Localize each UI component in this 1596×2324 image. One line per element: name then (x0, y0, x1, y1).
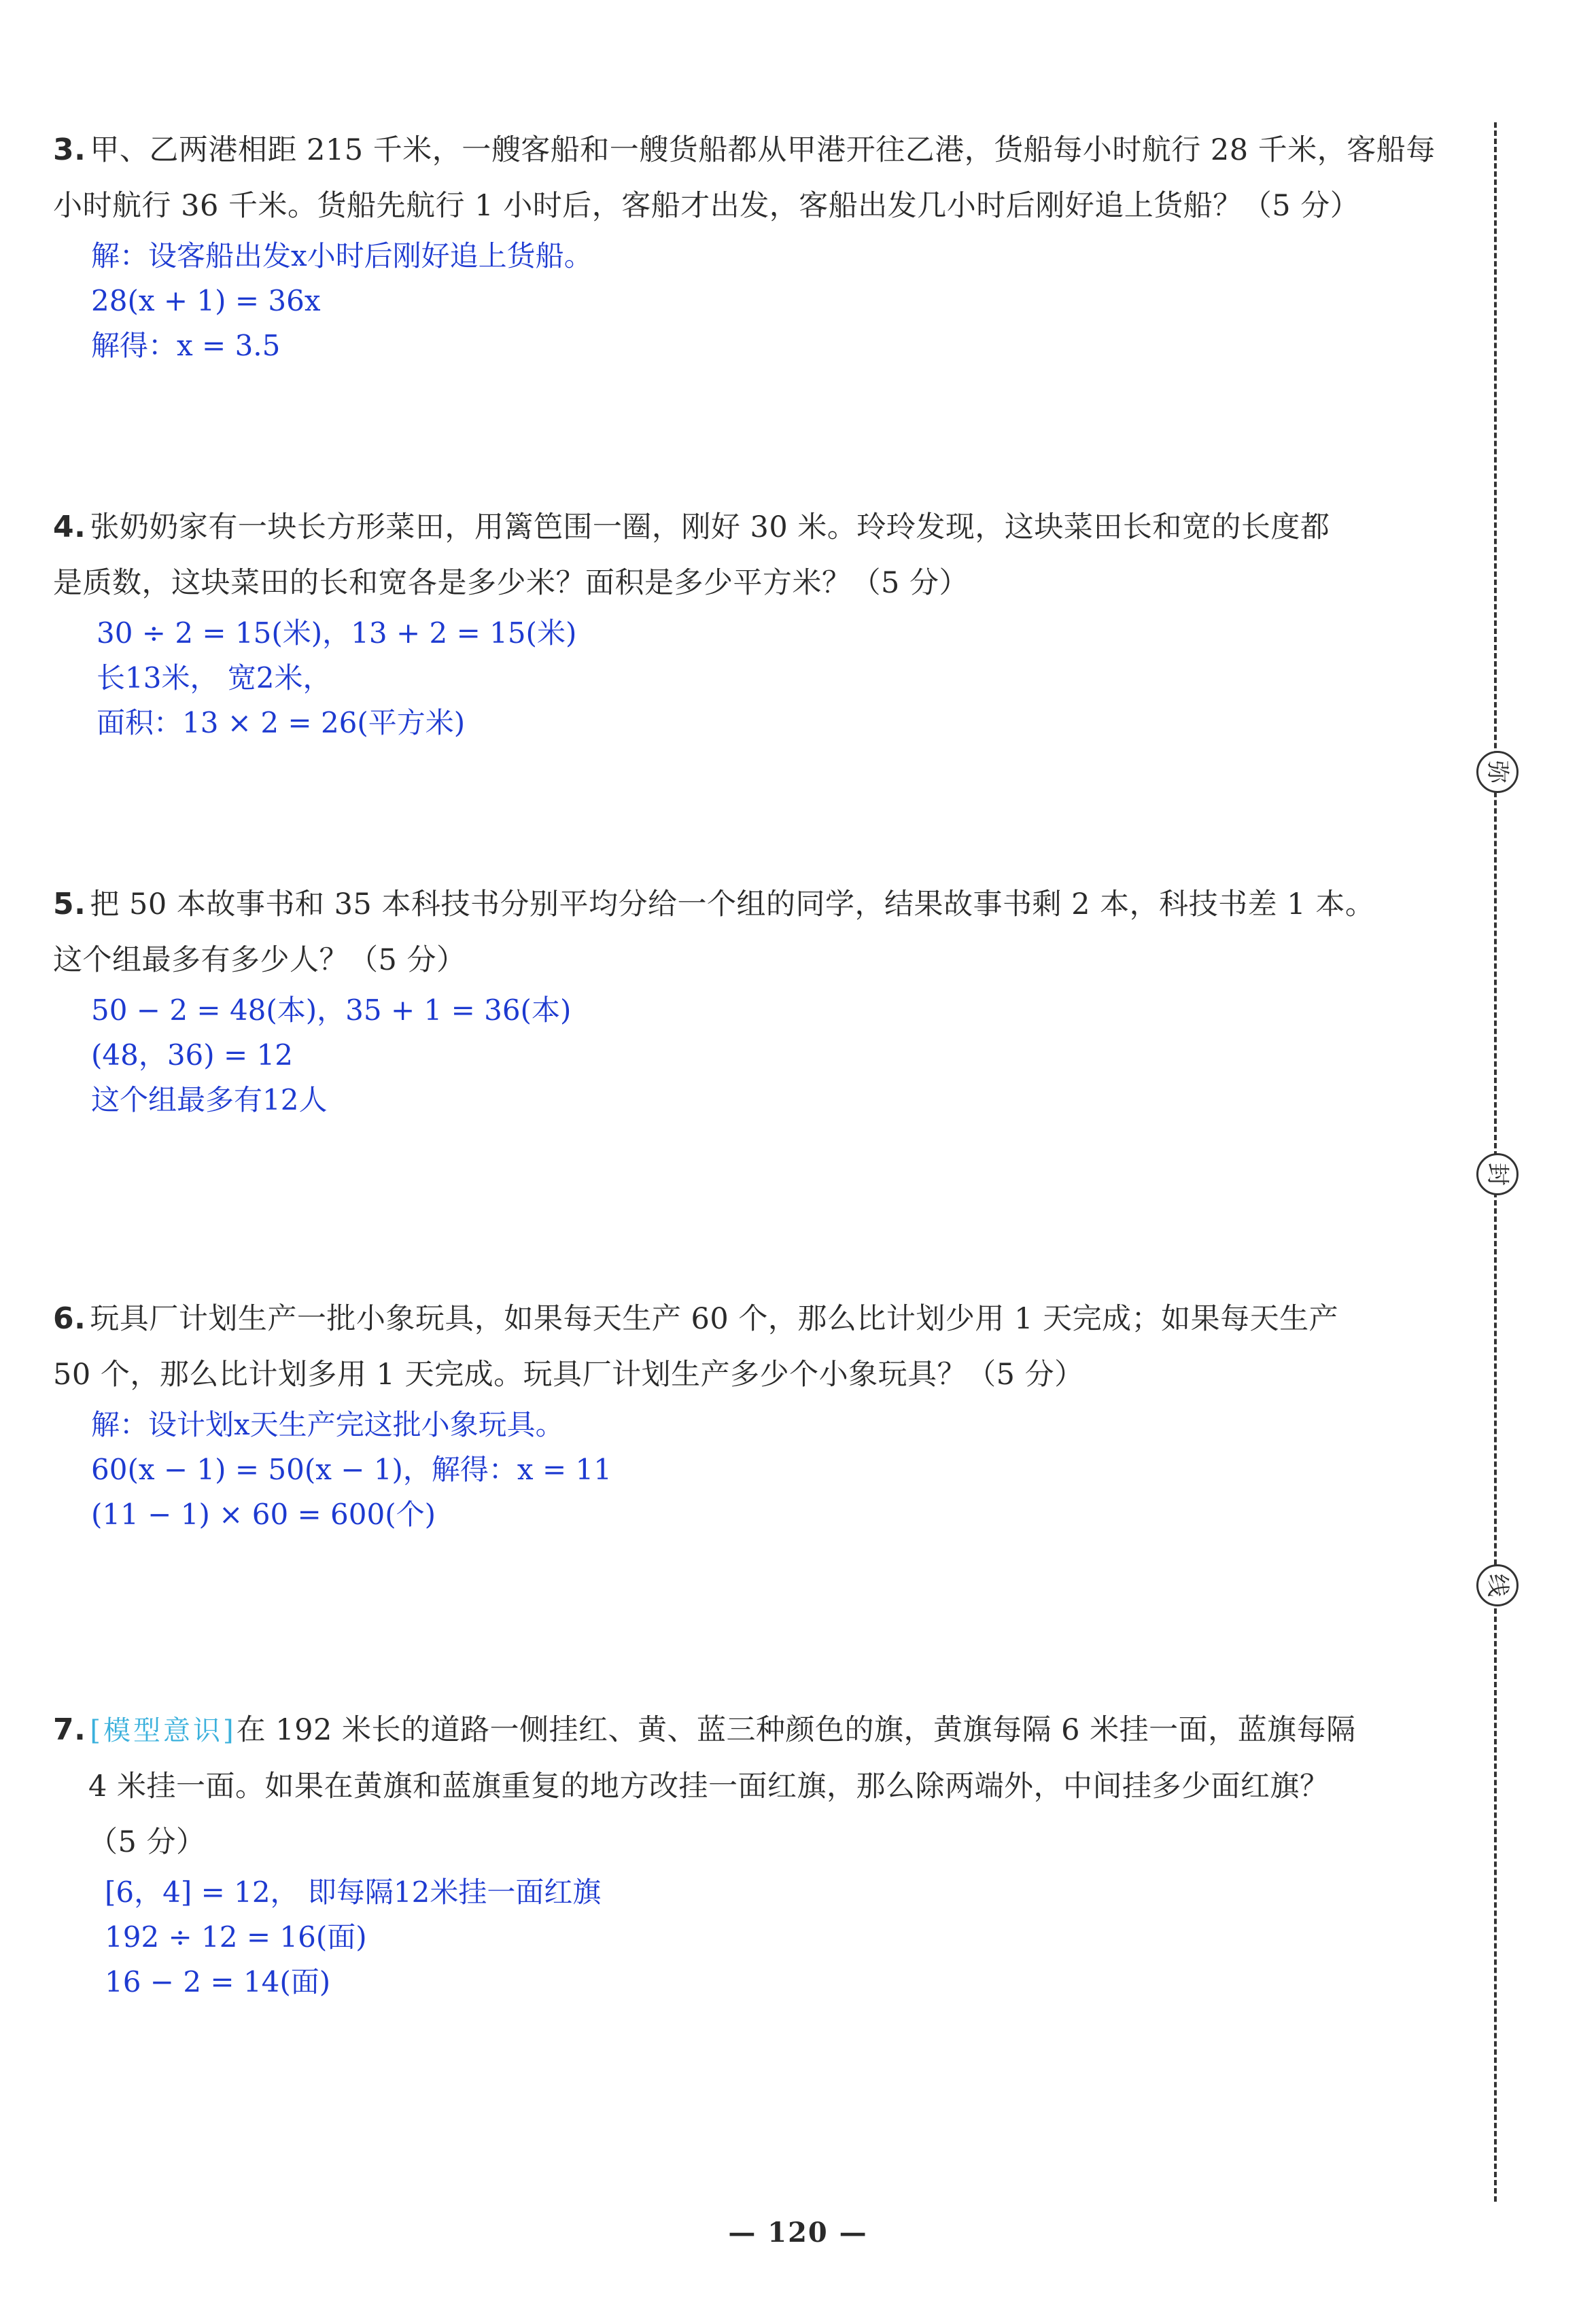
question-line: （5 分） (88, 1825, 206, 1859)
answer-line: 解：设计划x天生产完这批小象玩具。 (91, 1408, 564, 1441)
answer-line: 192 ÷ 12 = 16(面) (105, 1920, 367, 1954)
answer-line: 60(x − 1) = 50(x − 1)，解得：x = 11 (91, 1453, 612, 1486)
answer-line: 长13米， 宽2米， (97, 661, 332, 694)
question-line: 3. 甲、乙两港相距 215 千米，一艘客船和一艘货船都从甲港开往乙港，货船每小时航行 28 千米，客船每 (53, 133, 1436, 167)
answer-line: 30 ÷ 2 = 15(米)，13 + 2 = 15(米) (97, 616, 577, 650)
binding-mark-xian: 线 (1476, 1564, 1519, 1606)
skill-tag: [模型意识] (90, 1715, 237, 1746)
binding-mark-feng: 封 (1476, 1153, 1519, 1195)
answer-line: (48，36) = 12 (91, 1038, 293, 1072)
answer-line: 解得：x = 3.5 (91, 329, 281, 362)
problem-6 (53, 1291, 1487, 1537)
answer-line: 16 − 2 = 14(面) (105, 1965, 331, 1999)
answer-line: [6，4] = 12， 即每隔12米挂一面红旗 (105, 1876, 602, 1909)
problem-number: 3. (53, 133, 86, 167)
question-line: 7. [模型意识]在 192 米长的道路一侧挂红、黄、蓝三种颜色的旗，黄旗每隔 6 米挂一面，蓝旗每隔 (53, 1712, 1356, 1747)
answer-line: 这个组最多有12人 (91, 1083, 328, 1116)
answer-line: 面积：13 × 2 = 26(平方米) (97, 706, 466, 739)
problem-number: 6. (53, 1301, 86, 1336)
answer-line: 50 − 2 = 48(本)，35 + 1 = 36(本) (91, 993, 572, 1027)
question-line: 5. 把 50 本故事书和 35 本科技书分别平均分给一个组的同学，结果故事书剩 2 本，科技书差 1 本。 (53, 887, 1375, 921)
answer-line: 28(x + 1) = 36x (91, 284, 321, 317)
question-line: 小时航行 36 千米。货船先航行 1 小时后，客船才出发，客船出发几小时后刚好追上货船？（5 分） (53, 189, 1360, 223)
answer-line: 解：设客船出发x小时后刚好追上货船。 (91, 239, 593, 272)
question-line: 6. 玩具厂计划生产一批小象玩具，如果每天生产 60 个，那么比计划少用 1 天完成；如果每天生产 (53, 1301, 1339, 1336)
question-line: 4 米挂一面。如果在黄旗和蓝旗重复的地方改挂一面红旗，那么除两端外，中间挂多少面红旗？ (88, 1770, 1330, 1803)
binding-mark-mi: 弥 (1476, 751, 1519, 793)
page-number: — 120 — (728, 2217, 868, 2249)
problem-number: 7. (53, 1712, 86, 1747)
question-line: 是质数，这块菜田的长和宽各是多少米？面积是多少平方米？（5 分） (53, 566, 969, 600)
problem-4 (53, 499, 1487, 745)
problem-7 (53, 1702, 1487, 2005)
problem-5 (53, 877, 1487, 1123)
question-line: 50 个，那么比计划多用 1 天完成。玩具厂计划生产多少个小象玩具？（5 分） (53, 1358, 1084, 1392)
problem-number: 4. (53, 510, 86, 544)
question-line: 4. 张奶奶家有一块长方形菜田，用篱笆围一圈，刚好 30 米。玲玲发现，这块菜田长和宽的长度都 (53, 510, 1330, 544)
question-line: 这个组最多有多少人？（5 分） (53, 943, 466, 977)
problem-3 (53, 122, 1487, 368)
answer-line: (11 − 1) × 60 = 600(个) (91, 1498, 436, 1531)
problem-number: 5. (53, 887, 86, 921)
